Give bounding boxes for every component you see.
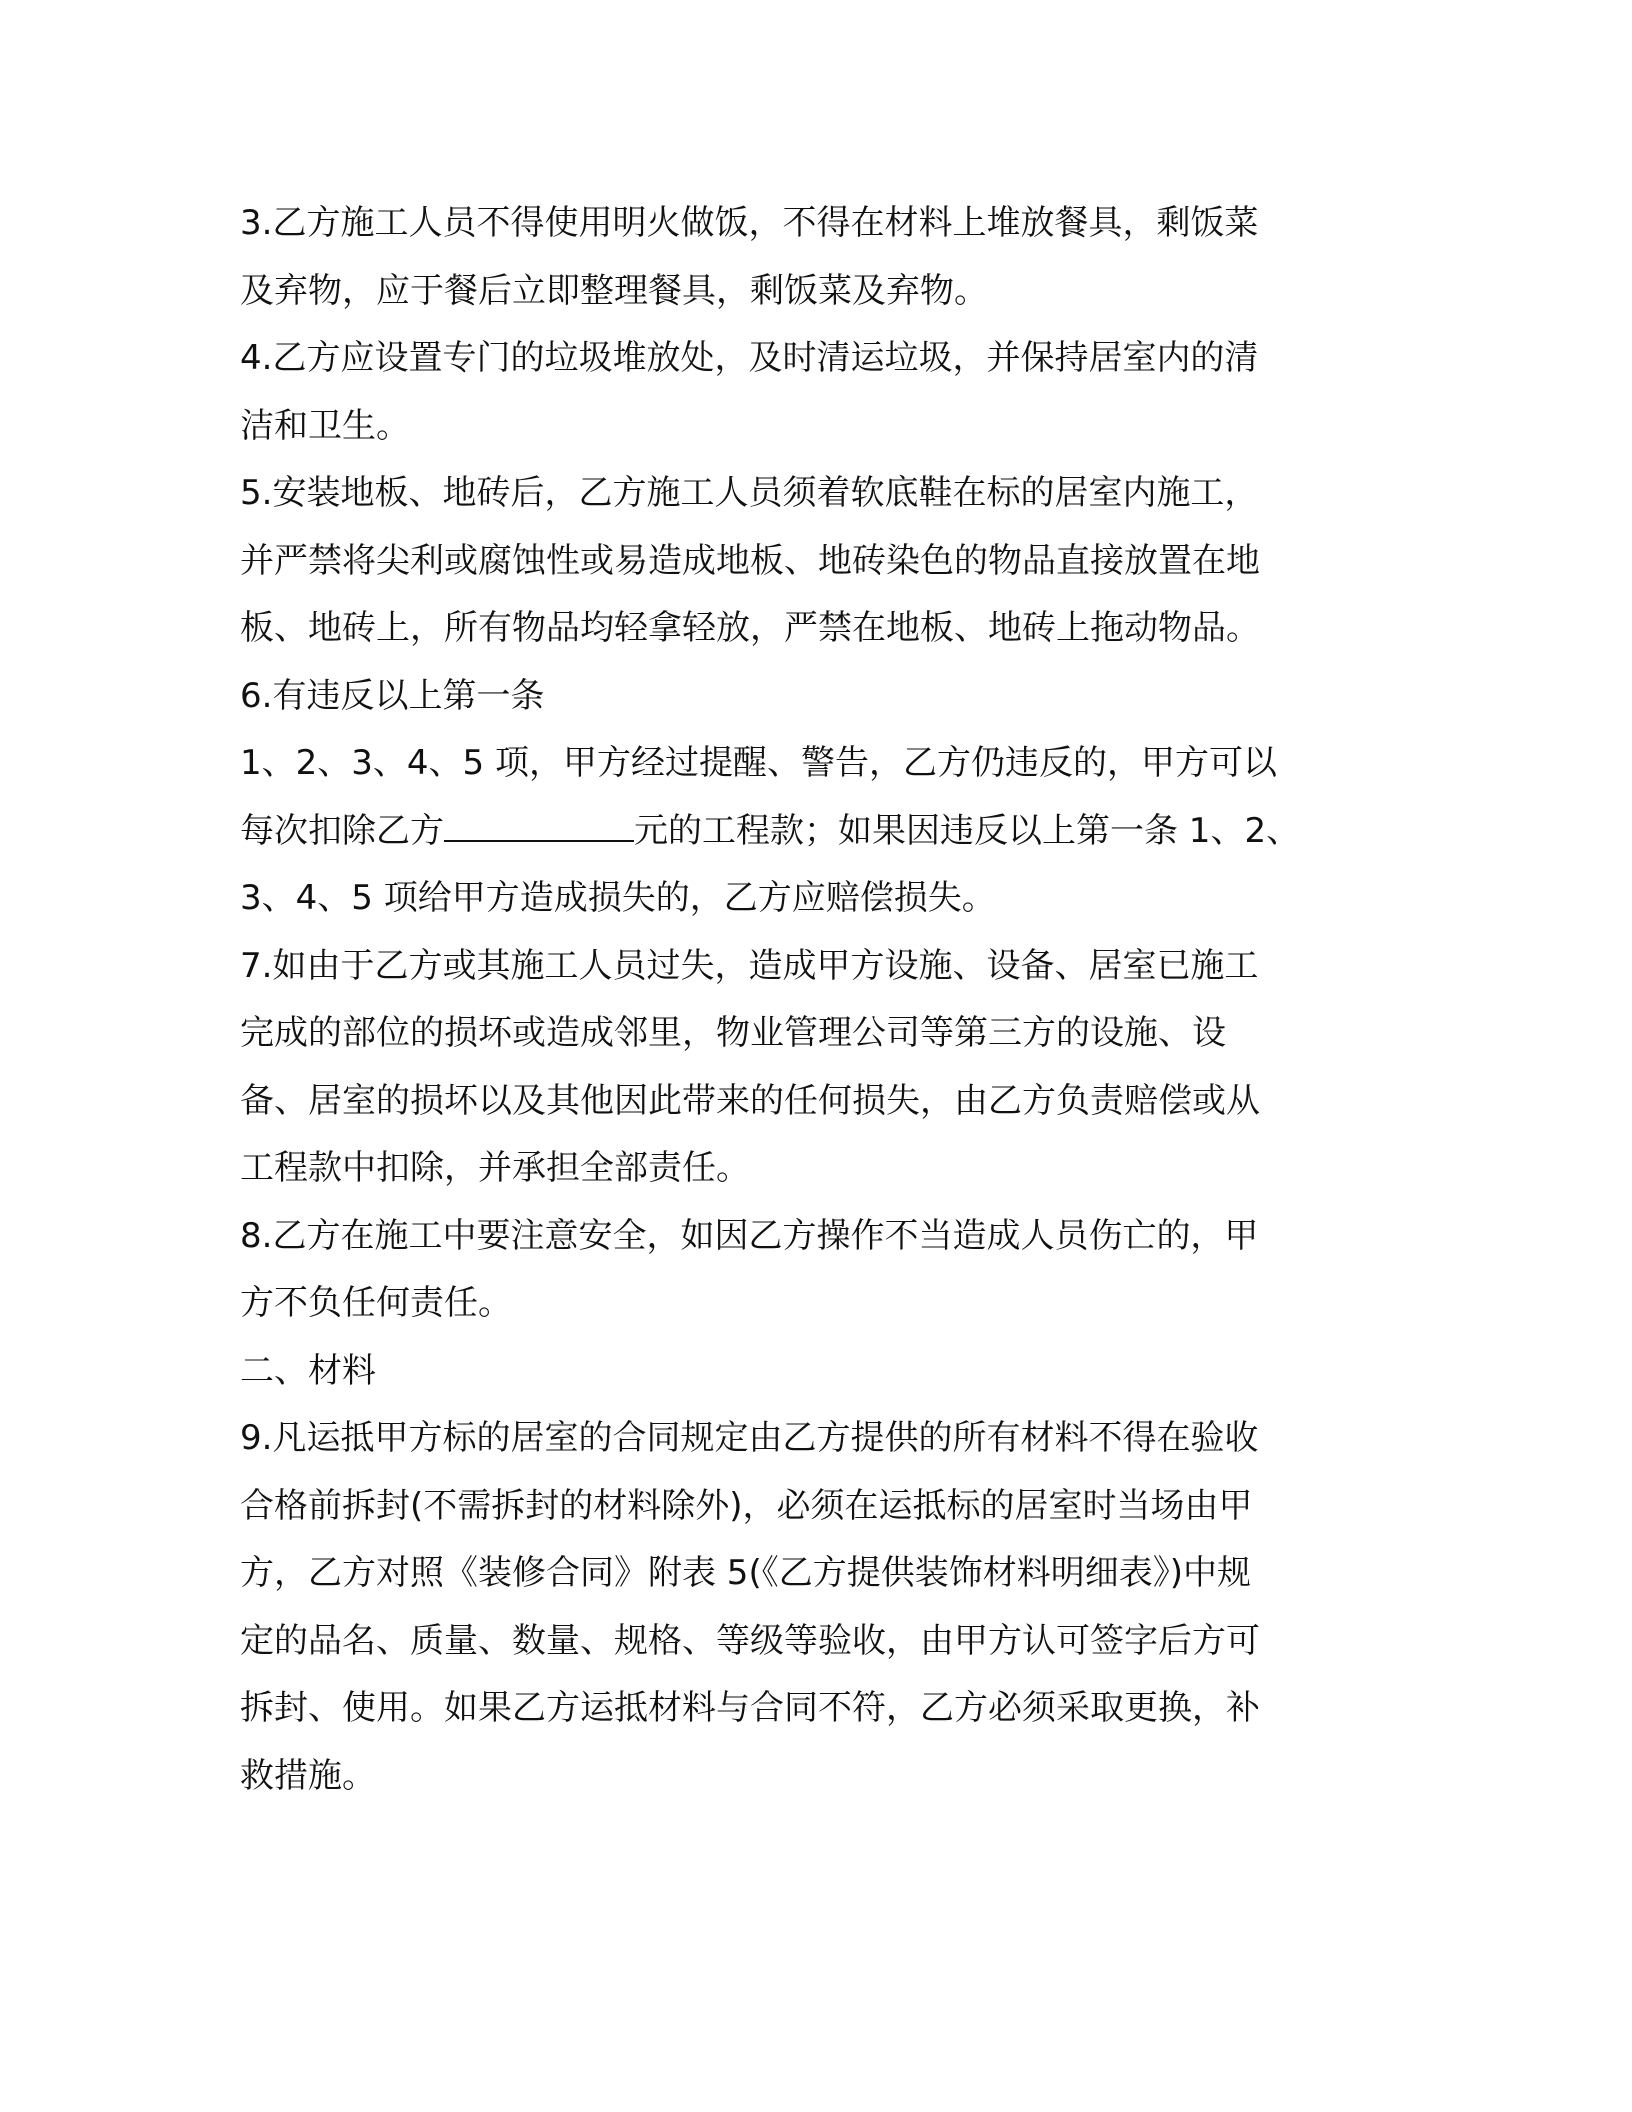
clause-4 xyxy=(240,325,1390,460)
clause-9 xyxy=(240,1405,1390,1810)
text-line: 4.乙方应设置专门的垃圾堆放处，及时清运垃圾，并保持居室内的清 xyxy=(240,338,1259,378)
text-line: 7.如由于乙方或其施工人员过失，造成甲方设施、设备、居室已施工 xyxy=(240,945,1259,986)
clause-3 xyxy=(240,190,1390,325)
text-line: 合格前拆封(不需拆封的材料除外)，必须在运抵标的居室时当场由甲 xyxy=(240,1485,1253,1526)
text-line: 洁和卫生。 xyxy=(240,405,410,446)
text-line: 方，乙方对照《装修合同》附表 5(《乙方提供装饰材料明细表》)中规 xyxy=(240,1553,1251,1593)
clause-6 xyxy=(240,663,1390,933)
section-title: 二、材料 xyxy=(240,1350,376,1391)
text-line: 并严禁将尖利或腐蚀性或易造成地板、地砖染色的物品直接放置在地 xyxy=(240,540,1260,581)
text-line: 3.乙方施工人员不得使用明火做饭，不得在材料上堆放餐具，剩饭菜 xyxy=(240,203,1259,243)
text-line: 工程款中扣除，并承担全部责任。 xyxy=(240,1148,750,1188)
section-heading-materials xyxy=(240,1338,1390,1406)
text-line: 6.有违反以上第一条 xyxy=(240,675,545,716)
text-line: 9.凡运抵甲方标的居室的合同规定由乙方提供的所有材料不得在验收 xyxy=(240,1418,1259,1458)
text-line: 5.安装地板、地砖后，乙方施工人员须着软底鞋在标的居室内施工， xyxy=(240,473,1259,513)
text-line: 及弃物，应于餐后立即整理餐具，剩饭菜及弃物。 xyxy=(240,270,988,311)
clause-5 xyxy=(240,460,1390,663)
text-line: 8.乙方在施工中要注意安全，如因乙方操作不当造成人员伤亡的，甲 xyxy=(240,1215,1259,1256)
document-body xyxy=(240,190,1390,1810)
text-segment: 每次扣除乙方 xyxy=(240,810,444,851)
text-line: 1、2、3、4、5 项，甲方经过提醒、警告，乙方仍违反的，甲方可以 xyxy=(240,743,1277,783)
text-line: 3、4、5 项给甲方造成损失的，乙方应赔偿损失。 xyxy=(240,878,996,918)
text-line: 救措施。 xyxy=(240,1755,376,1796)
text-line: 方不负任何责任。 xyxy=(240,1283,512,1323)
text-line: 拆封、使用。如果乙方运抵材料与合同不符，乙方必须采取更换，补 xyxy=(240,1688,1260,1728)
text-line: 板、地砖上，所有物品均轻拿轻放，严禁在地板、地砖上拖动物品。 xyxy=(240,608,1260,648)
clause-8 xyxy=(240,1203,1390,1338)
text-line: 定的品名、质量、数量、规格、等级等验收，由甲方认可签字后方可 xyxy=(240,1620,1260,1661)
text-line: 完成的部位的损坏或造成邻里，物业管理公司等第三方的设施、设 xyxy=(240,1013,1226,1053)
fill-in-blank xyxy=(444,812,634,842)
text-line-with-blank xyxy=(240,798,1390,866)
text-line: 备、居室的损坏以及其他因此带来的任何损失，由乙方负责赔偿或从 xyxy=(240,1080,1260,1121)
clause-7 xyxy=(240,933,1390,1203)
text-segment: 元的工程款；如果因违反以上第一条 1、2、 xyxy=(634,810,1301,851)
